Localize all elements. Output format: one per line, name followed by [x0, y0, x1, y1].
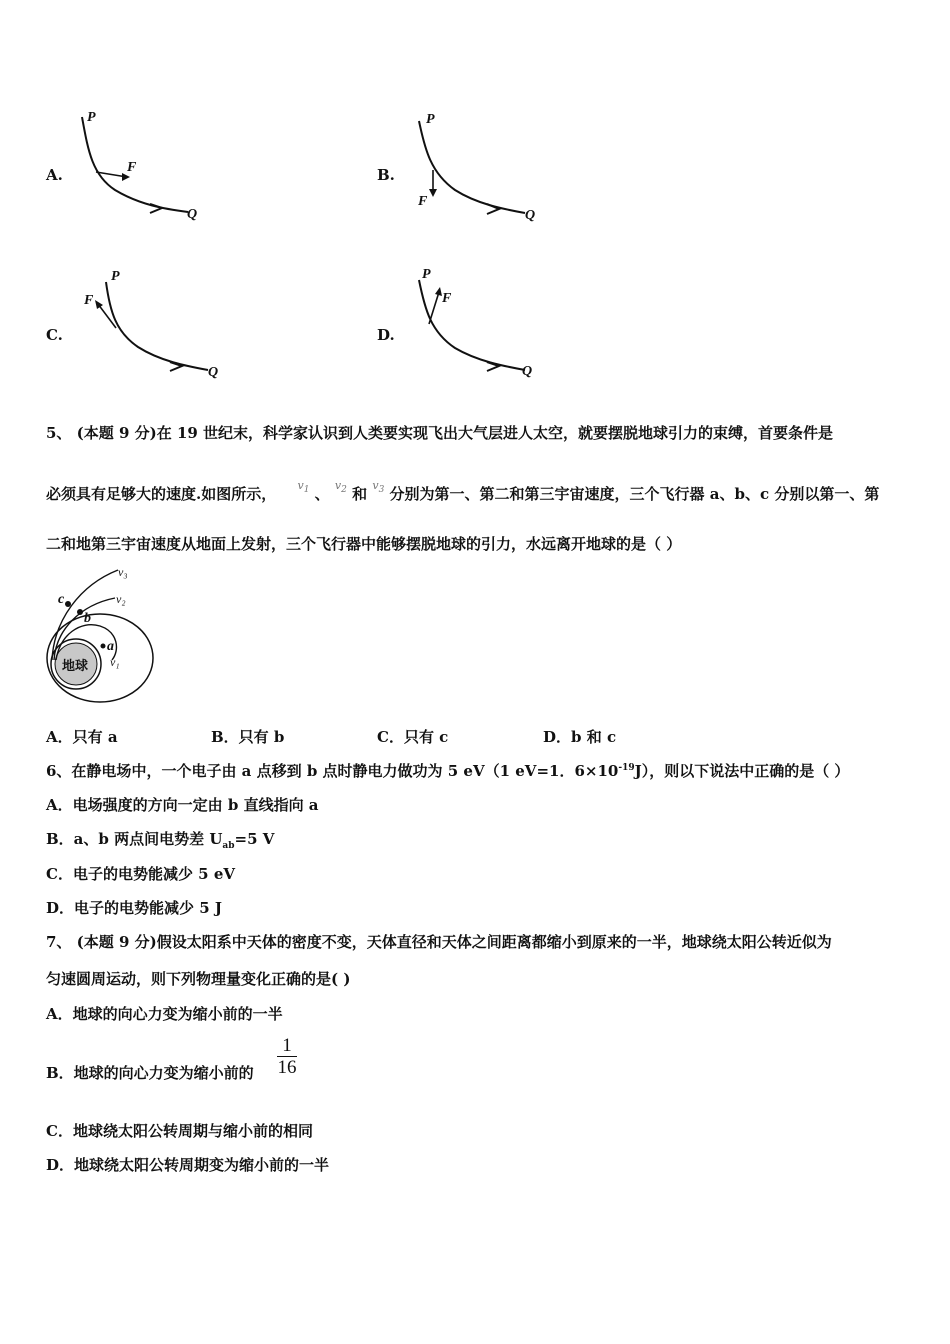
v2-symbol: v2	[334, 479, 347, 496]
force-f-label: F	[442, 291, 452, 306]
force-arrowhead	[435, 287, 442, 296]
point-c-marker	[65, 601, 71, 607]
q5-line2-pre: 必须具有足够大的速度.如图所示，	[46, 485, 277, 503]
point-b-marker	[77, 609, 83, 615]
q7-option-d: D．地球绕太阳公转周期变为缩小前的一半	[46, 1156, 330, 1174]
force-vector	[429, 292, 439, 324]
label-b: b	[84, 611, 91, 626]
fraction-denominator: 16	[277, 1057, 297, 1078]
q7-stem-line1: 7、 (本题 9 分)假设太阳系中天体的密度不变，天体直径和天体之间距离都缩小到原来的一半，地球绕太阳公转近似为	[46, 933, 832, 951]
point-p-label: P	[422, 267, 431, 282]
q5-orbit-figure	[40, 560, 165, 710]
trajectory-arrow	[150, 204, 162, 213]
trajectory-arrow	[487, 204, 499, 214]
q6-option-a: A．电场强度的方向一定由 b 直线指向 a	[46, 796, 319, 814]
point-p-label: P	[111, 269, 120, 284]
force-arrowhead	[429, 189, 437, 197]
q5-option-b: B．只有 b	[211, 728, 285, 746]
label-a: a	[107, 639, 114, 654]
v3-symbol: v3	[372, 479, 385, 496]
q5-stem-line3: 二和地第三宇宙速度从地面上发射，三个飞行器中能够摆脱地球的引力，水远离开地球的是（ ）	[46, 535, 682, 553]
force-f-label: F	[84, 293, 94, 308]
force-f-label: F	[418, 194, 428, 209]
q5-stem-line1: 5、 (本题 9 分)在 19 世纪末，科学家认识到人类要实现飞出大气层进人太空，就要摆脱地球引力的束缚，首要条件是	[46, 424, 834, 442]
trajectory-curve	[419, 280, 525, 370]
trajectory-curve	[419, 121, 525, 213]
force-f-label: F	[127, 160, 137, 175]
q4-figure-c	[78, 262, 228, 382]
label-c: c	[58, 592, 65, 607]
q7-option-b: B．地球的向心力变为缩小前的	[46, 1064, 254, 1082]
q5-separator-2: 和	[352, 485, 368, 503]
fraction-one-sixteenth	[276, 1036, 298, 1079]
q7-stem-line2: 匀速圆周运动，则下列物理量变化正确的是( )	[46, 970, 351, 988]
point-q-label: Q	[208, 365, 219, 380]
q7-option-a: A．地球的向心力变为缩小前的一半	[46, 1005, 283, 1023]
label-v1: v₁	[110, 655, 120, 669]
q5-separator-1: 、	[314, 485, 330, 503]
label-v2: v₂	[116, 592, 126, 606]
trajectory-curve	[106, 282, 208, 370]
point-p-label: P	[426, 112, 435, 127]
label-v3: v₃	[118, 565, 128, 579]
q5-line2-post: 分别为第一、第二和第三宇宙速度，三个飞行器 a、b、c 分别以第一、第	[389, 485, 880, 503]
q6-stem: 6、在静电场中，一个电子由 a 点移到 b 点时静电力做功为 5 eV（1 eV=1．$6\times 10^{-19}J$），则以下说法中正确的是（ ）	[46, 762, 850, 780]
q5-option-c: C．只有 c	[377, 728, 449, 746]
point-q-label: Q	[187, 207, 198, 222]
q4-option-c-label: C.	[46, 326, 63, 344]
v1-symbol: v1	[297, 479, 310, 496]
q4-figure-b	[405, 105, 555, 225]
q7-option-c: C．地球绕太阳公转周期与缩小前的相同	[46, 1122, 313, 1140]
point-p-label: P	[87, 110, 96, 125]
force-arrowhead	[95, 300, 103, 309]
q6-option-b: B．a、b 两点间电势差 $U_{ab}=5$ V	[46, 830, 275, 851]
point-q-label: Q	[525, 208, 536, 223]
q4-option-a-label: A.	[46, 166, 63, 184]
point-a-marker	[101, 644, 106, 649]
q6-option-d: D．电子的电势能减少 5 J	[46, 899, 222, 917]
q6-option-c: C．电子的电势能减少 5 eV	[46, 865, 236, 883]
q5-option-d: D．b 和 c	[543, 728, 617, 746]
earth-label: 地球	[62, 659, 89, 674]
q5-option-a: A．只有 a	[46, 728, 118, 746]
q4-figure-a	[70, 105, 220, 225]
point-q-label: Q	[522, 364, 533, 379]
q4-figure-d	[405, 262, 555, 382]
q4-option-b-label: B.	[377, 166, 395, 184]
fraction-numerator: 1	[282, 1035, 292, 1056]
q5-stem-line2	[46, 479, 880, 505]
q4-option-d-label: D.	[377, 326, 395, 344]
